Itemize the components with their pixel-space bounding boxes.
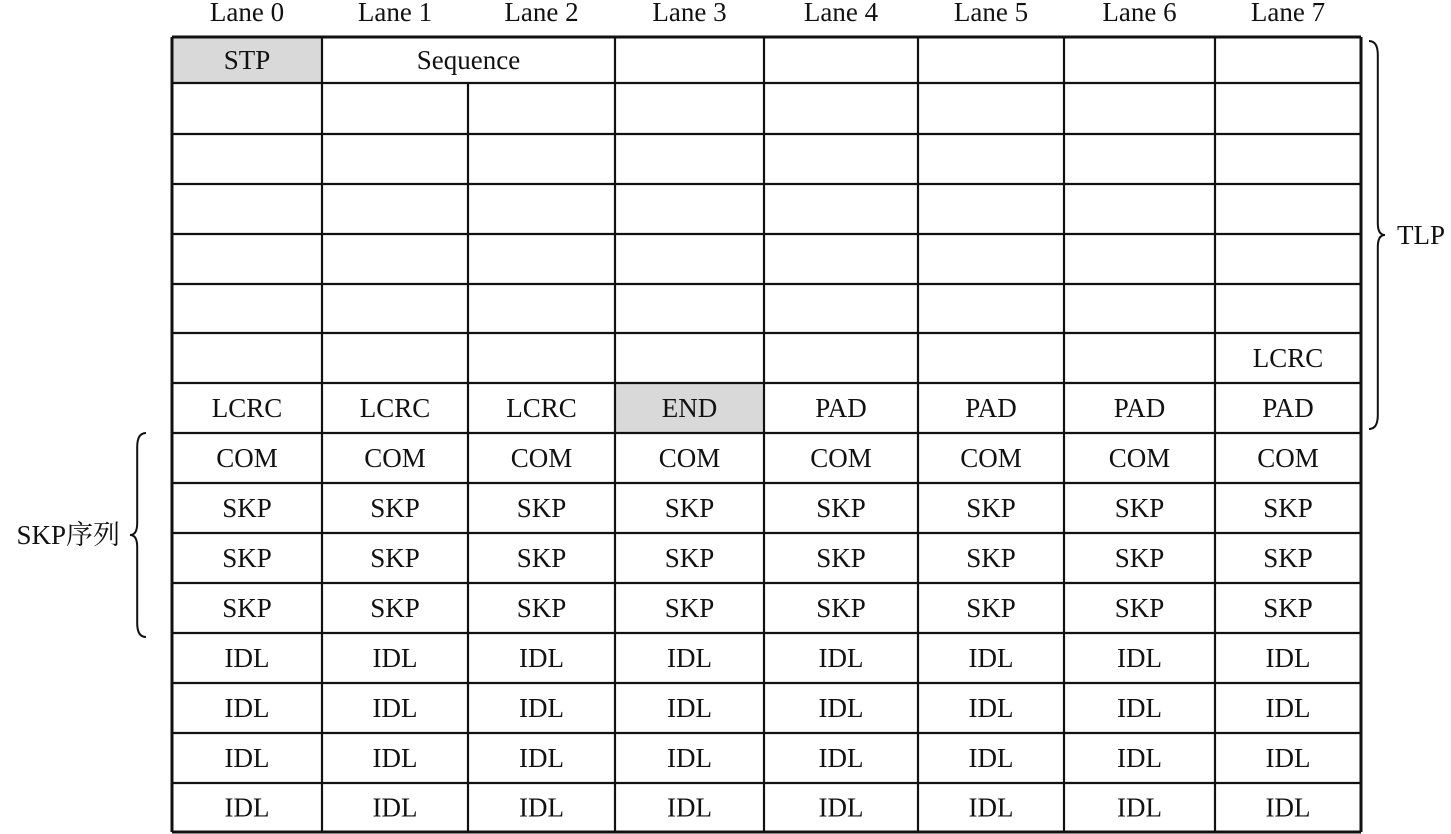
cell-label: SKP: [516, 593, 567, 623]
lane-header: Lane 5: [953, 0, 1029, 27]
cell-label: IDL: [1117, 743, 1162, 773]
cell-label: SKP: [370, 593, 420, 623]
cell-label: LCRC: [1252, 343, 1324, 373]
cell-label: COM: [364, 443, 426, 473]
cell-label: IDL: [1117, 693, 1162, 723]
lane-header: Lane 0: [209, 0, 285, 27]
cell-label: IDL: [1265, 643, 1311, 673]
cell-label: IDL: [818, 643, 864, 673]
cell-label: IDL: [968, 643, 1014, 673]
cell-label: END: [661, 393, 718, 423]
cell-label: SKP: [1114, 593, 1165, 623]
cell-label: IDL: [1265, 792, 1311, 823]
cell-label: IDL: [667, 743, 712, 773]
cell-label: IDL: [224, 693, 270, 723]
cell-label: SKP: [516, 493, 567, 523]
cell-label: IDL: [1117, 643, 1162, 673]
cell-label: IDL: [818, 693, 864, 723]
cell-label: COM: [1257, 443, 1319, 473]
cell-label: SKP: [816, 493, 866, 523]
cell-label: LCRC: [359, 393, 431, 423]
cell-label: IDL: [1265, 743, 1311, 773]
cell-label: IDL: [372, 693, 418, 723]
cell-label: SKP: [1114, 543, 1165, 573]
cell-label: SKP: [1114, 493, 1165, 523]
cell-label: IDL: [519, 693, 564, 723]
lane-header: Lane 3: [652, 0, 727, 27]
cell-label: SKP: [516, 543, 567, 573]
cell-label: IDL: [968, 743, 1014, 773]
cell-label: SKP: [816, 543, 866, 573]
cell-label: IDL: [968, 792, 1014, 823]
lane-headers: [210, 0, 1325, 27]
cell-label: SKP: [966, 543, 1016, 573]
cell-label: SKP: [1263, 543, 1313, 573]
tlp-label: TLP: [1397, 220, 1446, 250]
lane-header: Lane 1: [357, 0, 433, 27]
cell-label: PAD: [1262, 393, 1314, 423]
cell-label: COM: [960, 443, 1022, 473]
cell-label: STP: [223, 45, 271, 75]
cell-label: SKP: [370, 493, 420, 523]
cell-label: IDL: [818, 792, 864, 823]
cell-label: SKP: [966, 593, 1016, 623]
cell-label: SKP: [966, 493, 1016, 523]
cell-label: LCRC: [211, 393, 283, 423]
cell-label: IDL: [519, 792, 564, 823]
cell-label: IDL: [224, 792, 270, 823]
cell-label: IDL: [519, 743, 564, 773]
skp-brace: [130, 433, 146, 637]
cell-label: IDL: [1117, 792, 1162, 823]
tlp-brace: [1369, 41, 1385, 429]
cell-label: SKP: [816, 593, 866, 623]
lane-header: Lane 2: [504, 0, 579, 27]
cell-label: IDL: [968, 693, 1014, 723]
cell-label: IDL: [667, 643, 712, 673]
lane-header: Lane 7: [1250, 0, 1326, 27]
cell-label: IDL: [372, 743, 418, 773]
cell-label: IDL: [372, 792, 418, 823]
cell-label: COM: [216, 443, 278, 473]
cell-label: SKP: [1263, 493, 1313, 523]
cell-label: PAD: [1113, 393, 1166, 423]
skp-label: SKP序列: [16, 520, 120, 550]
cell-label: SKP: [1263, 593, 1313, 623]
cell-label: SKP: [370, 543, 420, 573]
cell-label: COM: [810, 443, 872, 473]
cell-label: LCRC: [506, 393, 577, 423]
cell-label: IDL: [224, 643, 270, 673]
cell-label: PAD: [965, 393, 1017, 423]
lane-header: Lane 4: [803, 0, 879, 27]
cell-label: COM: [510, 443, 573, 473]
cell-label: IDL: [519, 643, 564, 673]
cell-label: IDL: [667, 792, 712, 823]
cell-label: SKP: [664, 493, 715, 523]
cell-label: IDL: [818, 743, 864, 773]
cell-label: IDL: [667, 693, 712, 723]
cell-label: Sequence: [416, 45, 521, 75]
cell-label: COM: [658, 443, 721, 473]
cell-label: SKP: [664, 593, 715, 623]
cell-label: IDL: [372, 643, 418, 673]
cell-label: SKP: [222, 543, 272, 573]
cell-label: IDL: [1265, 693, 1311, 723]
cell-label: SKP: [222, 493, 272, 523]
cell-label: SKP: [664, 543, 715, 573]
cell-label: IDL: [224, 743, 270, 773]
cell-label: COM: [1108, 443, 1171, 473]
cell-label: PAD: [815, 393, 867, 423]
grid-lines: [172, 37, 1361, 832]
lane-header: Lane 6: [1102, 0, 1177, 27]
cell-label: SKP: [222, 593, 272, 623]
